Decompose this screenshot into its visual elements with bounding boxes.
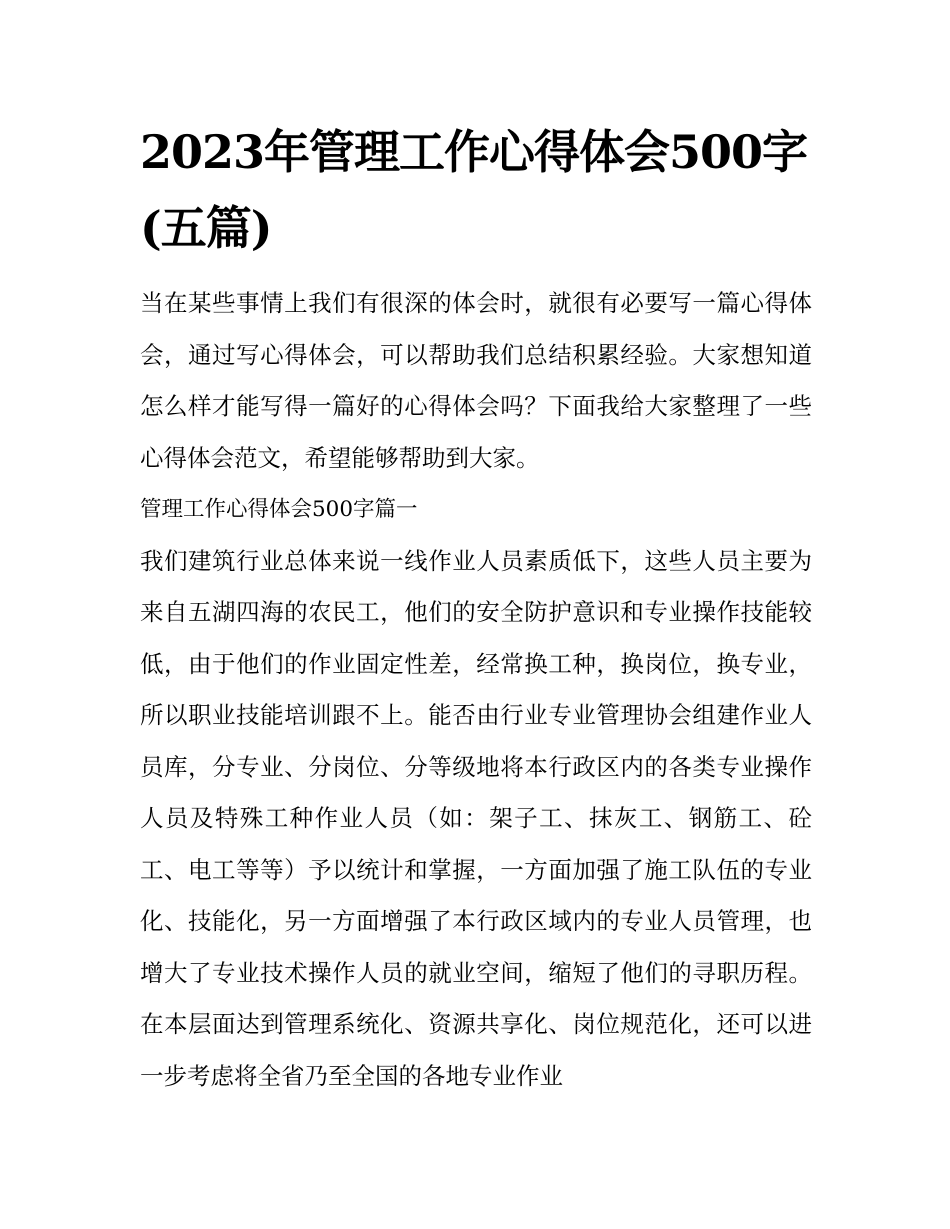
document-title: 2023年管理工作心得体会500字(五篇) xyxy=(140,125,808,255)
intro-paragraph: 当在某些事情上我们有很深的体会时，就很有必要写一篇心得体会，通过写心得体会，可以帮助我们总结积累经验。大家想知道怎么样才能写得一篇好的心得体会吗？下面我给大家整理了一些心得体会范文，希望能够帮助到大家。 xyxy=(140,289,812,472)
section-heading: 管理工作心得体会500字篇一 xyxy=(140,497,418,522)
document-body xyxy=(140,278,812,1102)
section-paragraph: 我们建筑行业总体来说一线作业人员素质低下，这些人员主要为来自五湖四海的农民工，他们的安全防护意识和专业操作技能较低，由于他们的作业固定性差，经常换工种，换岗位，换专业，所以职业技能培训跟不上。能否由行业专业管理协会组建作业人员库，分专业、分岗位、分等级地将本行政区内的各类专业操作人员及特殊工种作业人员（如：架子工、抹灰工、钢筋工、砼工、电工等等）予以统计和掌握，一方面加强了施工队伍的专业化、技能化，另一方面增强了本行政区域内的专业人员管理，也增大了专业技术操作人员的就业空间，缩短了他们的寻职历程。在本层面达到管理系统化、资源共享化、岗位规范化，还可以进一步考虑将全省乃至全国的各地专业作业 xyxy=(140,546,812,1090)
